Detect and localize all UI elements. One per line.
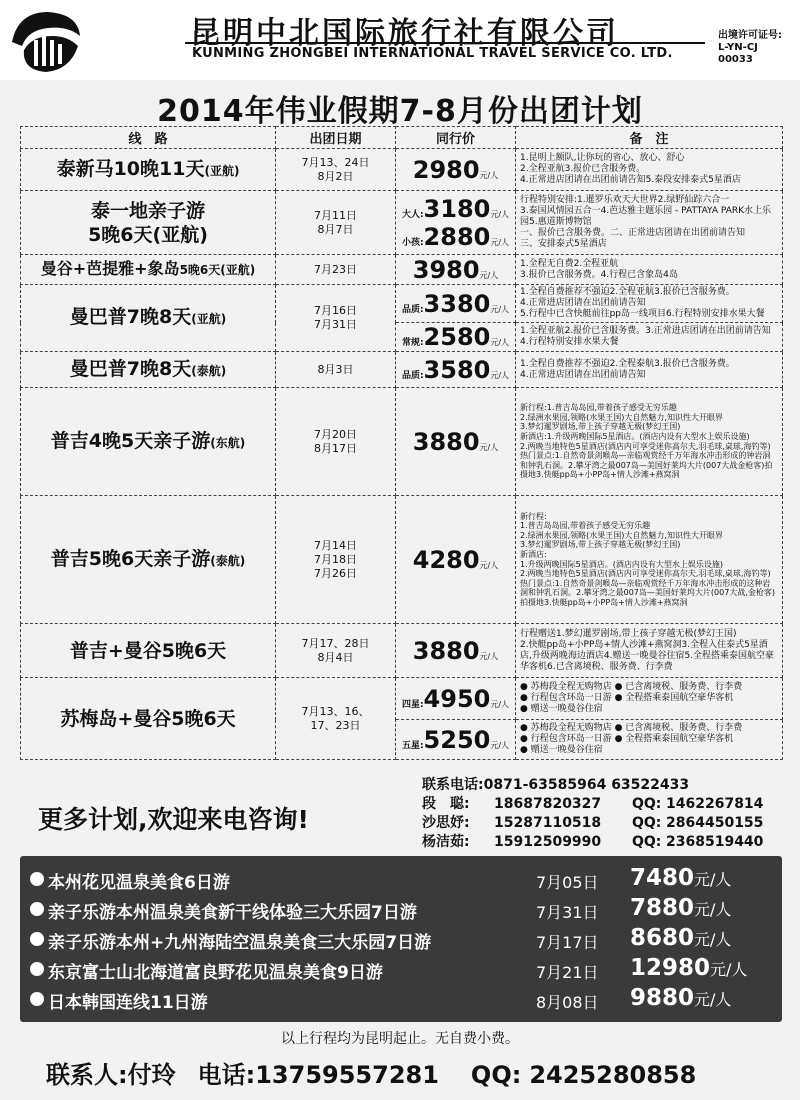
trip-name: 亲子乐游本州+九州海陆空温泉美食三大乐园7日游 <box>48 933 432 953</box>
table-row <box>21 191 783 255</box>
route-name: 曼谷+芭提雅+象岛 <box>40 259 180 278</box>
price-value: 4950 <box>423 684 491 713</box>
company-name-en: KUNMING ZHONGBEI INTERNATIONAL TRAVEL SERVICE CO. LTD. <box>192 46 673 61</box>
price-unit: 元/人 <box>490 338 510 347</box>
route-airline: (泰航) <box>191 363 227 378</box>
license-number-1: L-YN-CJ <box>718 42 758 53</box>
price-value: 3880 <box>412 636 480 665</box>
price-cell <box>396 285 516 323</box>
route-airline: (泰航) <box>210 553 246 568</box>
route-cell <box>21 624 276 678</box>
note-line: 新行程: <box>520 511 547 521</box>
note-line: 4.正常进店团请在出团前请告知 <box>520 298 646 308</box>
note-line: 2.两晚当地特色5星酒店(酒店内可享受迷你高尔夫,羽毛球,桌球,海钓等) <box>520 569 771 579</box>
license-block <box>718 30 782 66</box>
tel-number: 0871-63585964 63522433 <box>483 777 690 793</box>
route-cell <box>21 678 276 760</box>
trip-date: 8月08日 <box>536 993 599 1012</box>
contact-person <box>422 814 763 833</box>
price-cell <box>396 323 516 352</box>
price-unit: 元/人 <box>479 442 499 452</box>
route-duration: 5晚6天 <box>88 223 153 246</box>
price-unit: 元/人 <box>479 651 499 661</box>
note-line: 1.普吉岛岛园,带着孩子感受无穷乐趣 <box>520 521 651 531</box>
note-line: 行程赠送1.梦幻暹罗剧场,带上孩子穿越无极(梦幻王国) <box>520 628 737 639</box>
price-value: 3980 <box>412 255 480 284</box>
tour-date: 7月17、28日 <box>301 636 370 650</box>
trip-price: 9880 <box>630 985 695 1011</box>
bullet-icon <box>30 872 44 886</box>
note-line: 3.泰国风情园五合一4.芭达雅主题乐园 - PATTAYA PARK水上乐园5.惠道斯博物馆 <box>520 206 772 227</box>
table-row <box>21 678 783 720</box>
trip-date: 7月05日 <box>536 873 599 892</box>
tour-date: 8月17日 <box>314 441 357 455</box>
tour-date: 8月7日 <box>317 222 354 236</box>
note-line: ● 赠送一晚曼谷住宿 <box>520 745 603 755</box>
promo-text: 更多计划,欢迎来电咨询! <box>38 805 309 834</box>
trip-unit: 元/人 <box>694 900 732 919</box>
company-name-cn: 昆明中北国际旅行社有限公司 <box>190 16 619 51</box>
note-cell <box>516 388 783 496</box>
contact-qq: 2864450155 <box>666 815 764 831</box>
note-line: 2.绿洲水果园,领略(水果王国)大自然魅力,知识性大开眼界 <box>520 412 723 422</box>
route-cell <box>21 285 276 352</box>
price-value: 2880 <box>423 222 491 251</box>
note-line: 3.梦幻暹罗剧场,带上孩子穿越无极(梦幻王国) <box>520 540 681 550</box>
tour-date: 7月16日 <box>314 304 357 317</box>
note-line: 4.正常进店团请在出团前请告知5.泰段安排泰式5星酒店 <box>520 175 741 185</box>
date-cell <box>276 678 396 760</box>
trip-price: 8680 <box>630 925 695 951</box>
price-cell <box>396 149 516 191</box>
note-cell <box>516 149 783 191</box>
note-cell <box>516 352 783 388</box>
price-tag: 品质: <box>401 370 424 381</box>
date-cell <box>276 352 396 388</box>
qq-label: QQ: <box>632 834 662 850</box>
route-name: 普吉5晚6天亲子游 <box>50 547 211 570</box>
footer-contact-name: 付玲 <box>127 1061 176 1089</box>
price-cell <box>396 720 516 760</box>
table-row <box>21 255 783 285</box>
price-value: 3880 <box>412 427 480 456</box>
trip-price: 12980 <box>630 955 711 981</box>
license-label: 出境许可证号: <box>718 30 782 41</box>
tour-date: 7月20日 <box>314 427 357 441</box>
route-name: 苏梅岛+曼谷5晚6天 <box>60 707 236 730</box>
price-unit: 元/人 <box>479 170 499 180</box>
contact-block <box>422 776 763 852</box>
note-cell <box>516 255 783 285</box>
date-cell <box>276 388 396 496</box>
table-header-row <box>21 127 783 149</box>
trip-item <box>20 865 782 898</box>
price-value: 3180 <box>423 194 491 223</box>
trip-unit: 元/人 <box>710 960 748 979</box>
price-value: 3380 <box>423 289 491 318</box>
price-cell <box>396 191 516 255</box>
price-tag: 常规: <box>401 338 424 348</box>
footer-qq: 2425280858 <box>529 1061 697 1089</box>
price-tag: 品质: <box>401 304 424 315</box>
bullet-icon <box>30 932 44 946</box>
japan-trips-panel <box>20 856 782 1022</box>
price-tag: 五星: <box>401 740 424 751</box>
bullet-icon <box>30 992 44 1006</box>
note-line: 1.昆明上额队,让你玩的省心、放心、舒心 <box>520 153 685 163</box>
trip-item <box>20 895 782 928</box>
note-cell <box>516 496 783 624</box>
trip-date: 7月17日 <box>536 933 599 952</box>
contact-name: 段 聪: <box>422 796 470 812</box>
trip-name: 东京富士山北海道富良野花见温泉美食9日游 <box>48 963 383 983</box>
bullet-icon <box>30 902 44 916</box>
header-divider <box>185 42 705 44</box>
note-line: 1.升级两晚国际5星酒店。(酒店内设有大型水上娱乐设施) <box>520 559 723 569</box>
tour-date: 8月2日 <box>317 169 354 183</box>
price-unit: 元/人 <box>490 740 510 750</box>
trip-unit: 元/人 <box>694 990 732 1009</box>
note-cell <box>516 624 783 678</box>
note-line: 1.全程亚航2.报价已含服务费。3.正常进店团请在出团前请告知 <box>520 326 771 336</box>
footer-contact-label: 联系人: <box>46 1061 128 1089</box>
price-value: 3580 <box>423 355 491 384</box>
price-cell <box>396 388 516 496</box>
route-airline: (东航) <box>210 435 246 450</box>
table-row <box>21 352 783 388</box>
route-name: 泰新马10晚11天 <box>56 157 205 180</box>
trip-price: 7480 <box>630 865 695 891</box>
header-notes: 备 注 <box>516 127 783 149</box>
trip-name: 亲子乐游本州温泉美食新干线体验三大乐园7日游 <box>48 903 417 923</box>
contact-qq: 2368519440 <box>666 834 764 850</box>
trip-name: 日本韩国连线11日游 <box>48 993 208 1013</box>
contact-qq: 1462267814 <box>666 796 764 812</box>
trip-price: 7880 <box>630 895 695 921</box>
table-row <box>21 285 783 323</box>
note-line: ● 赠送一晚曼谷住宿 <box>520 704 603 714</box>
note-line: ● 行程包含环岛一日游 ● 全程搭乘泰国航空豪华客机 <box>520 734 734 744</box>
trip-item <box>20 985 782 1018</box>
note-line: 3.梦幻暹罗剧场,带上孩子穿越无极(梦幻王国) <box>520 422 681 432</box>
note-cell <box>516 285 783 323</box>
license-number-2: 00033 <box>718 54 753 65</box>
footer-contact <box>46 1055 696 1090</box>
note-line: ● 苏梅段全程无购物店 ● 已含离境税、服务费、行李费 <box>520 682 743 692</box>
route-cell <box>21 496 276 624</box>
note-line: 一、报价已含服务费。二、正常进店团请在出团前请告知 <box>520 228 746 238</box>
note-line: 1.全程无自费2.全程亚航 <box>520 258 619 269</box>
table-row <box>21 388 783 496</box>
note-line: 新酒店:1.升级两晚国际5星酒店。(酒店内设有大型水上娱乐设施) <box>520 431 750 441</box>
table-row <box>21 496 783 624</box>
contact-person <box>422 833 763 852</box>
route-airline: (亚航) <box>204 163 240 178</box>
route-name: 泰一地亲子游 <box>90 199 205 222</box>
price-unit: 元/人 <box>490 370 510 380</box>
trip-item <box>20 955 782 988</box>
price-tag: 小孩: <box>401 237 424 248</box>
route-cell <box>21 149 276 191</box>
contact-person <box>422 795 763 814</box>
page-title: 2014年伟业假期7-8月份出团计划 <box>157 94 643 129</box>
footer-phone: 13759557281 <box>255 1061 439 1089</box>
tour-date: 17、23日 <box>310 718 361 732</box>
note-line: 4.行程特别安排水果大餐 <box>520 337 619 347</box>
contact-phone: 15912509990 <box>494 834 602 850</box>
route-cell <box>21 388 276 496</box>
tour-date: 7月31日 <box>314 318 357 331</box>
trip-name: 本州花见温泉美食6日游 <box>48 873 230 893</box>
note-line: 新行程:1.普吉岛岛园,带着孩子感受无穷乐趣 <box>520 403 677 413</box>
note-line: 1.全程自费推荐不强迫2.全程泰航3.报价已含服务费。 <box>520 358 735 369</box>
price-unit: 元/人 <box>490 237 510 247</box>
price-value: 2580 <box>423 323 491 351</box>
route-cell <box>21 255 276 285</box>
footer-qq-label: QQ: <box>470 1061 522 1089</box>
note-line: 热门景点:1.自然奇景剑喉岛—亲临观赏经千万年海水冲击形成的钟岩洞和钟乳石洞。2.攀牙湾之最007岛—美国好莱坞大片(007大战金枪客)拍摄地3.快艇pp岛+小PP岛+情人沙滩+燕窝洞 <box>520 451 773 480</box>
table-row <box>21 624 783 678</box>
note-cell <box>516 678 783 720</box>
route-airline: 5晚6天(亚航) <box>179 263 256 277</box>
date-cell <box>276 191 396 255</box>
note-cell <box>516 191 783 255</box>
trip-date: 7月21日 <box>536 963 599 982</box>
contact-phone: 15287110518 <box>494 815 602 831</box>
tour-date: 7月11日 <box>314 208 357 222</box>
tour-table <box>20 126 783 760</box>
note-line: 2.两晚当地特色5星酒店(酒店内可享受迷你高尔夫,羽毛球,桌球,海钓等) <box>520 441 771 451</box>
route-airline: (亚航) <box>152 223 208 246</box>
price-unit: 元/人 <box>479 560 499 570</box>
note-cell <box>516 323 783 352</box>
route-airline: (亚航) <box>191 312 227 326</box>
date-cell <box>276 624 396 678</box>
date-cell <box>276 496 396 624</box>
tour-date: 7月18日 <box>314 552 357 566</box>
note-line: 5.行程中已含快艇前往pp岛一线项目6.行程特别安排水果大餐 <box>520 309 765 319</box>
note-line: 三、安排泰式5星酒店 <box>520 239 607 249</box>
price-tag: 四星: <box>401 699 424 710</box>
route-name: 普吉4晚5天亲子游 <box>50 429 211 452</box>
price-cell <box>396 496 516 624</box>
footer-phone-label: 电话: <box>197 1061 256 1089</box>
note-line: 4.正常进店团请在出团前请告知 <box>520 369 646 380</box>
header-date: 出团日期 <box>276 127 396 149</box>
price-cell <box>396 624 516 678</box>
contact-name: 沙思妤: <box>422 815 470 831</box>
header <box>0 0 800 80</box>
trip-date: 7月31日 <box>536 903 599 922</box>
contact-phone: 18687820327 <box>494 796 602 812</box>
tour-date: 7月26日 <box>314 566 357 580</box>
trip-item <box>20 925 782 958</box>
header-price: 同行价 <box>396 127 516 149</box>
date-cell <box>276 149 396 191</box>
price-unit: 元/人 <box>490 699 510 709</box>
note-line: ● 苏梅段全程无购物店 ● 已含离境税、服务费、行李费 <box>520 723 743 733</box>
price-unit: 元/人 <box>490 304 510 314</box>
note-line: 2.绿洲水果园,领略(水果王国)大自然魅力,知识性大开眼界 <box>520 530 723 540</box>
note-cell <box>516 720 783 760</box>
trip-unit: 元/人 <box>694 930 732 949</box>
note-line: 1.全程自费推荐不强迫2.全程亚航3.报价已含服务费。 <box>520 287 735 297</box>
price-value: 2980 <box>412 155 480 184</box>
note-line: 3.报价已含服务费。4.行程已含象岛4岛 <box>520 269 678 280</box>
tel-label: 联系电话: <box>422 777 484 793</box>
note-line: ● 行程包含环岛一日游 ● 全程搭乘泰国航空豪华客机 <box>520 693 734 703</box>
price-cell <box>396 255 516 285</box>
route-cell <box>21 191 276 255</box>
route-name: 曼巴普7晚8天 <box>69 357 192 380</box>
header-route: 线 路 <box>21 127 276 149</box>
route-name: 曼巴普7晚8天 <box>69 306 192 328</box>
date-cell <box>276 255 396 285</box>
price-tag: 大人: <box>401 209 424 220</box>
tour-date: 7月23日 <box>314 262 357 276</box>
contact-name: 杨洁茹: <box>422 834 470 850</box>
tour-date: 7月14日 <box>314 538 357 552</box>
date-cell <box>276 285 396 352</box>
tour-date: 7月13、24日 <box>301 155 370 169</box>
price-value: 5250 <box>423 725 491 754</box>
note-line: 新酒店: <box>520 549 547 559</box>
price-unit: 元/人 <box>479 270 499 280</box>
footer-note: 以上行程均为昆明起止。无自费小费。 <box>281 1031 519 1047</box>
price-value: 4280 <box>412 545 480 574</box>
price-unit: 元/人 <box>490 209 510 219</box>
qq-label: QQ: <box>632 815 662 831</box>
route-name: 普吉+曼谷5晚6天 <box>69 639 227 662</box>
note-line: 2.快艇pp岛+小PP岛+情人沙滩+燕窝洞3.全程入住泰式5星酒店,升级两晚海边酒店4.赠送一晚曼谷住宿5.全程搭乘泰国航空豪华客机6.已含离境税、服务费、行李费 <box>520 639 775 672</box>
table-row <box>21 149 783 191</box>
tour-date: 8月4日 <box>317 650 354 664</box>
qq-label: QQ: <box>632 796 662 812</box>
tour-date: 8月3日 <box>317 362 354 376</box>
price-cell <box>396 352 516 388</box>
tour-date: 7月13、16、 <box>301 704 370 718</box>
company-logo <box>8 6 82 78</box>
note-line: 热门景点:1.自然奇景剑喉岛—亲临观赏经千万年海水冲击形成的这种岩洞和钟乳石洞。2.攀牙湾之最007岛—美国好莱坞大片(007大战,金枪客)拍摄地3.快艇pp岛+小PP岛+情人沙滩+燕窝洞 <box>520 578 775 607</box>
note-line: 行程特别安排:1.暹罗乐欢天大世界2.绿野仙踪六合一 <box>520 195 730 205</box>
trip-unit: 元/人 <box>694 870 732 889</box>
note-line: 2.全程亚航3.报价已含服务费。 <box>520 164 646 174</box>
bullet-icon <box>30 962 44 976</box>
route-cell <box>21 352 276 388</box>
price-cell <box>396 678 516 720</box>
